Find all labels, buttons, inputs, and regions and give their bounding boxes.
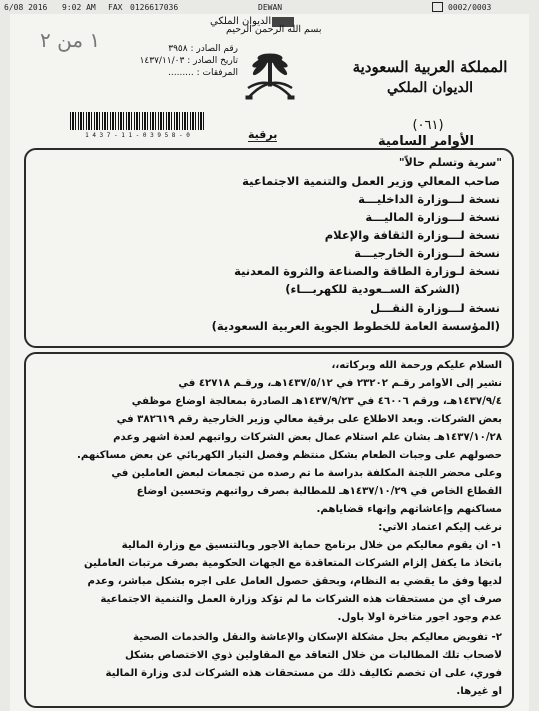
- reference-code: (٠٦١): [412, 118, 444, 133]
- top-label: الديوان الملكي: [210, 16, 272, 27]
- body-line: صرف أي من مستحقات هذه الشركات ما لم تؤكد وزارة العمل والتنمية الاجتماعية: [100, 594, 502, 605]
- fax-number: 0126617036: [130, 3, 179, 12]
- fax-page-counter: 0002/0003: [448, 3, 492, 12]
- body-line: ١٤٣٧/١٠/٢٨هـ بشأن علم استلام عمال بعض الشركات رواتبهم لعدة أشهر وعدم: [113, 432, 502, 443]
- body-line: نشير إلى الأوامر رقـم ٢٣٢٠٢ في ١٤٣٧/٥/١٢هـ، ورقـم ٤٢٧١٨ في: [178, 378, 502, 389]
- body-line: ١٤٣٧/٩/٤هـ، ورقم ٤٦٠٠٦ في ١٤٣٧/٩/٢٣هـ الصادرة بمعالجة أوضاع موظفي: [131, 396, 502, 407]
- fax-box-icon: [432, 2, 443, 12]
- addressee-line: نسخة لـــوزارة الثقافة والإعلام: [324, 228, 500, 242]
- fax-time: 9:02 AM: [62, 3, 96, 12]
- body-line: أو غيرها.: [456, 686, 502, 697]
- court-title: الديوان الملكي: [387, 80, 473, 96]
- body-line: ١- أن يقوم معاليكم من خلال برنامج حماية الأجور وبالتنسيق مع وزارة المالية: [121, 540, 502, 551]
- issue-number: رقم الصادر : ٣٩٥٨: [168, 44, 238, 54]
- body-line: مساكنهم وإعاشاتهم وإنهاء قضاياهم.: [316, 504, 502, 515]
- attachments: المرفقات : .........: [168, 68, 238, 78]
- addressee-line: (المؤسسة العامة للخطوط الجوية العربية السعودية): [211, 319, 500, 333]
- body-line: لديها وفق ما يقضي به النظام، وبحقق حصول العامل على أجره بشكل مباشر، وعدم: [87, 576, 502, 587]
- addressee-line: نسخة لـــوزارة الماليـــة: [365, 210, 500, 224]
- fax-header: [0, 0, 539, 14]
- greeting: السلام عليكم ورحمة الله وبركاته،،: [331, 360, 502, 371]
- body-line: باتخاذ ما يكفل إلزام الشركات المتعاقدة مع الجهات الحكومية بصرف مرتبات العاملين: [83, 558, 502, 569]
- fax-sender: DEWAN: [258, 3, 283, 12]
- kingdom-title: المملكة العربية السعودية: [352, 58, 508, 76]
- telegram-label: برقية: [248, 128, 278, 141]
- barcode-number: 1 4 3 7 - 1 1 - 0 3 9 5 8 - 0: [85, 132, 190, 139]
- addressee-line: نسخة لـــوزارة الداخليـــة: [358, 192, 500, 206]
- issue-date: تاريخ الصادر : ١٤٣٧/١١/٠٣: [139, 56, 238, 66]
- classification: "سرية وتسلم حالاً": [398, 156, 502, 169]
- body-line: حصولهم على وجبات الطعام بشكل منتظم وفصل التيار الكهربائي عن بعض مساكنهم.: [77, 450, 502, 461]
- body-line: القطاع الخاص في ١٤٣٧/١٠/٢٩هـ للمطالبة بصرف رواتبهم وتحسين أوضاع: [136, 486, 502, 497]
- barcode: [70, 112, 205, 130]
- body-line: نرغب إليكم اعتماد الآتي:: [378, 522, 502, 533]
- addressee-line: نسخة لـــوزارة الخارجيـــة: [354, 246, 500, 260]
- orders-title: الأوامر السامية: [377, 134, 475, 149]
- basmala: بسم الله الرحمن الرحيم: [226, 24, 322, 35]
- body-line: وعلى محضر اللجنة المكلفة بدراسة ما تم رصده من تجمعات لبعض العاملين في: [111, 468, 502, 479]
- body-line: لأصحاب تلك المطالبات من خلال التعاقد مع المقاولين ذوي الاختصاص بشكل: [124, 650, 502, 661]
- body-line: فوري، على أن تخصم تكاليف ذلك من مستحقات هذه الشركات لدى وزارة المالية: [105, 668, 502, 679]
- body-line: ٢- تفويض معاليكم بحل مشكلة الإسكان والإعاشة والنقل والخدمات الصحية: [132, 632, 502, 643]
- addressee-line: نسخة لـــوزارة النقـــل: [370, 301, 500, 315]
- fax-label: FAX: [108, 3, 123, 12]
- page-marker: ١ من ٢: [40, 28, 101, 52]
- letter-page: [10, 14, 529, 711]
- saudi-emblem-icon: [242, 48, 298, 106]
- addressee-line: صاحب المعالي وزير العمل والتنمية الاجتماعية: [242, 174, 500, 188]
- body-line: بعض الشركات. وبعد الاطلاع على برقية معالي وزير الخارجية رقم ٣٨٢٦١٩ في: [116, 414, 502, 425]
- addressee-line: نسخة لـوزارة الطاقة والصناعة والثروة المعدنية: [234, 264, 500, 278]
- addressee-line: (الشركة الســعودية للكهربـــاء): [285, 282, 460, 296]
- fax-date: 6/08 2016: [4, 3, 48, 12]
- body-line: عدم وجود أجور متأخرة أولاً بأول.: [337, 612, 502, 623]
